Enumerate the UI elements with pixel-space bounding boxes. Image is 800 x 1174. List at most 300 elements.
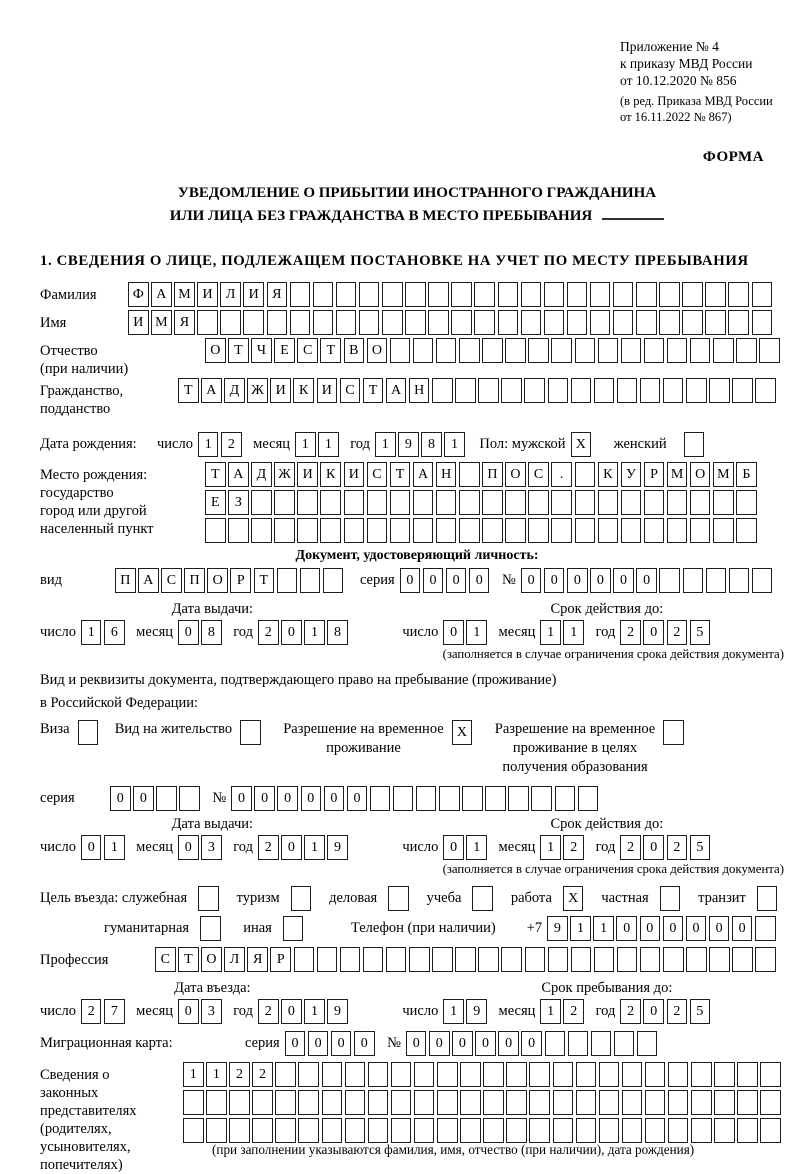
char-box[interactable] bbox=[432, 378, 453, 403]
char-box[interactable] bbox=[636, 310, 657, 335]
char-box[interactable] bbox=[713, 518, 734, 543]
char-box[interactable]: 1 bbox=[540, 999, 561, 1024]
char-box[interactable] bbox=[413, 490, 434, 515]
char-box[interactable]: К bbox=[320, 462, 341, 487]
char-box[interactable] bbox=[640, 378, 661, 403]
char-box[interactable] bbox=[645, 1062, 666, 1087]
char-box[interactable] bbox=[575, 490, 596, 515]
char-box[interactable] bbox=[274, 490, 295, 515]
char-box[interactable]: 0 bbox=[469, 568, 490, 593]
char-box[interactable] bbox=[506, 1118, 527, 1143]
char-box[interactable]: 1 bbox=[375, 432, 396, 457]
char-box[interactable]: 0 bbox=[521, 1031, 542, 1056]
char-box[interactable]: 5 bbox=[690, 999, 711, 1024]
char-box[interactable] bbox=[553, 1090, 574, 1115]
char-box[interactable] bbox=[644, 338, 665, 363]
char-box[interactable]: О bbox=[367, 338, 388, 363]
char-box[interactable] bbox=[228, 518, 249, 543]
char-box[interactable] bbox=[644, 490, 665, 515]
char-box[interactable]: 0 bbox=[429, 1031, 450, 1056]
char-box[interactable]: 2 bbox=[620, 835, 641, 860]
char-box[interactable] bbox=[505, 338, 526, 363]
char-box[interactable] bbox=[590, 282, 611, 307]
char-box[interactable]: И bbox=[317, 378, 338, 403]
char-box[interactable] bbox=[437, 1118, 458, 1143]
char-box[interactable] bbox=[472, 886, 493, 911]
char-box[interactable] bbox=[551, 518, 572, 543]
char-box[interactable] bbox=[755, 947, 776, 972]
char-box[interactable]: 0 bbox=[81, 835, 102, 860]
char-box[interactable]: 0 bbox=[354, 1031, 375, 1056]
char-box[interactable]: О bbox=[505, 462, 526, 487]
char-box[interactable] bbox=[621, 338, 642, 363]
char-box[interactable] bbox=[613, 310, 634, 335]
char-box[interactable]: 0 bbox=[709, 916, 730, 941]
char-box[interactable] bbox=[668, 1062, 689, 1087]
char-box[interactable]: 1 bbox=[304, 999, 325, 1024]
char-box[interactable]: Т bbox=[254, 568, 275, 593]
char-box[interactable] bbox=[229, 1118, 250, 1143]
char-box[interactable] bbox=[439, 786, 460, 811]
char-box[interactable] bbox=[414, 1090, 435, 1115]
char-box[interactable]: 0 bbox=[640, 916, 661, 941]
char-box[interactable] bbox=[229, 1090, 250, 1115]
char-box[interactable] bbox=[156, 786, 177, 811]
char-box[interactable]: 0 bbox=[347, 786, 368, 811]
char-box[interactable]: 0 bbox=[732, 916, 753, 941]
char-box[interactable] bbox=[571, 378, 592, 403]
char-box[interactable]: 2 bbox=[563, 999, 584, 1024]
char-box[interactable]: Т bbox=[228, 338, 249, 363]
char-box[interactable]: Я bbox=[267, 282, 288, 307]
char-box[interactable] bbox=[755, 378, 776, 403]
char-box[interactable] bbox=[544, 282, 565, 307]
char-box[interactable] bbox=[755, 916, 776, 941]
char-box[interactable] bbox=[340, 947, 361, 972]
char-box[interactable] bbox=[483, 1090, 504, 1115]
char-box[interactable]: А bbox=[386, 378, 407, 403]
char-box[interactable]: М bbox=[174, 282, 195, 307]
char-box[interactable]: Е bbox=[274, 338, 295, 363]
char-box[interactable] bbox=[667, 338, 688, 363]
char-box[interactable]: 0 bbox=[308, 1031, 329, 1056]
char-box[interactable] bbox=[645, 1118, 666, 1143]
char-box[interactable] bbox=[617, 947, 638, 972]
char-box[interactable] bbox=[363, 947, 384, 972]
char-box[interactable]: И bbox=[243, 282, 264, 307]
char-box[interactable] bbox=[682, 282, 703, 307]
char-box[interactable] bbox=[322, 1062, 343, 1087]
char-box[interactable] bbox=[732, 378, 753, 403]
char-box[interactable] bbox=[390, 490, 411, 515]
char-box[interactable] bbox=[298, 1062, 319, 1087]
char-box[interactable] bbox=[200, 916, 221, 941]
char-box[interactable]: 0 bbox=[281, 999, 302, 1024]
char-box[interactable]: 8 bbox=[201, 620, 222, 645]
char-box[interactable] bbox=[485, 786, 506, 811]
char-box[interactable]: И bbox=[128, 310, 149, 335]
char-box[interactable]: 0 bbox=[178, 835, 199, 860]
char-box[interactable] bbox=[322, 1090, 343, 1115]
char-box[interactable]: 0 bbox=[663, 916, 684, 941]
char-box[interactable] bbox=[686, 947, 707, 972]
char-box[interactable]: Р bbox=[644, 462, 665, 487]
char-box[interactable]: 3 bbox=[201, 835, 222, 860]
char-box[interactable] bbox=[690, 490, 711, 515]
char-box[interactable] bbox=[668, 1118, 689, 1143]
char-box[interactable]: 9 bbox=[327, 835, 348, 860]
char-box[interactable]: 0 bbox=[643, 620, 664, 645]
char-box[interactable] bbox=[297, 490, 318, 515]
char-box[interactable]: К bbox=[293, 378, 314, 403]
char-box[interactable]: Н bbox=[409, 378, 430, 403]
char-box[interactable]: О bbox=[207, 568, 228, 593]
char-box[interactable]: Е bbox=[205, 490, 226, 515]
char-box[interactable]: 1 bbox=[466, 835, 487, 860]
char-box[interactable] bbox=[275, 1062, 296, 1087]
char-box[interactable]: X bbox=[452, 720, 473, 745]
char-box[interactable] bbox=[728, 310, 749, 335]
char-box[interactable]: И bbox=[297, 462, 318, 487]
char-box[interactable] bbox=[614, 1031, 635, 1056]
char-box[interactable]: 1 bbox=[570, 916, 591, 941]
char-box[interactable] bbox=[428, 310, 449, 335]
char-box[interactable]: Т bbox=[363, 378, 384, 403]
char-box[interactable]: 1 bbox=[304, 835, 325, 860]
char-box[interactable]: 2 bbox=[563, 835, 584, 860]
char-box[interactable] bbox=[405, 282, 426, 307]
char-box[interactable] bbox=[524, 378, 545, 403]
char-box[interactable] bbox=[599, 1118, 620, 1143]
char-box[interactable]: 3 bbox=[201, 999, 222, 1024]
char-box[interactable] bbox=[521, 282, 542, 307]
char-box[interactable]: З bbox=[228, 490, 249, 515]
char-box[interactable] bbox=[660, 886, 681, 911]
char-box[interactable] bbox=[591, 1031, 612, 1056]
char-box[interactable] bbox=[529, 1090, 550, 1115]
char-box[interactable] bbox=[436, 518, 457, 543]
char-box[interactable]: Д bbox=[251, 462, 272, 487]
char-box[interactable] bbox=[498, 310, 519, 335]
char-box[interactable]: 0 bbox=[452, 1031, 473, 1056]
char-box[interactable] bbox=[622, 1090, 643, 1115]
char-box[interactable] bbox=[206, 1118, 227, 1143]
char-box[interactable]: С bbox=[155, 947, 176, 972]
char-box[interactable] bbox=[728, 282, 749, 307]
char-box[interactable] bbox=[436, 338, 457, 363]
char-box[interactable]: 1 bbox=[198, 432, 219, 457]
char-box[interactable]: С bbox=[528, 462, 549, 487]
char-box[interactable] bbox=[409, 947, 430, 972]
char-box[interactable]: С bbox=[367, 462, 388, 487]
char-box[interactable] bbox=[621, 490, 642, 515]
char-box[interactable]: А bbox=[138, 568, 159, 593]
char-box[interactable]: Л bbox=[220, 282, 241, 307]
char-box[interactable] bbox=[367, 490, 388, 515]
char-box[interactable]: 1 bbox=[304, 620, 325, 645]
char-box[interactable] bbox=[714, 1062, 735, 1087]
char-box[interactable] bbox=[455, 947, 476, 972]
char-box[interactable] bbox=[382, 282, 403, 307]
char-box[interactable] bbox=[691, 1090, 712, 1115]
char-box[interactable]: И bbox=[270, 378, 291, 403]
char-box[interactable] bbox=[705, 282, 726, 307]
char-box[interactable]: 0 bbox=[281, 620, 302, 645]
char-box[interactable]: К bbox=[598, 462, 619, 487]
char-box[interactable] bbox=[267, 310, 288, 335]
char-box[interactable]: 0 bbox=[643, 835, 664, 860]
char-box[interactable] bbox=[391, 1090, 412, 1115]
char-box[interactable]: 9 bbox=[466, 999, 487, 1024]
char-box[interactable] bbox=[759, 338, 780, 363]
char-box[interactable]: 0 bbox=[178, 620, 199, 645]
char-box[interactable] bbox=[391, 1062, 412, 1087]
char-box[interactable] bbox=[482, 518, 503, 543]
char-box[interactable]: 1 bbox=[104, 835, 125, 860]
char-box[interactable]: 0 bbox=[400, 568, 421, 593]
char-box[interactable] bbox=[391, 1118, 412, 1143]
char-box[interactable] bbox=[752, 310, 773, 335]
char-box[interactable] bbox=[451, 310, 472, 335]
char-box[interactable] bbox=[205, 518, 226, 543]
char-box[interactable]: 0 bbox=[110, 786, 131, 811]
char-box[interactable] bbox=[599, 1090, 620, 1115]
char-box[interactable] bbox=[506, 1062, 527, 1087]
char-box[interactable] bbox=[760, 1090, 781, 1115]
char-box[interactable] bbox=[594, 947, 615, 972]
char-box[interactable] bbox=[277, 568, 298, 593]
char-box[interactable] bbox=[622, 1118, 643, 1143]
char-box[interactable]: 2 bbox=[667, 835, 688, 860]
char-box[interactable] bbox=[691, 1062, 712, 1087]
char-box[interactable] bbox=[506, 1090, 527, 1115]
char-box[interactable]: 2 bbox=[620, 620, 641, 645]
char-box[interactable]: 5 bbox=[690, 620, 711, 645]
char-box[interactable] bbox=[459, 518, 480, 543]
char-box[interactable] bbox=[531, 786, 552, 811]
char-box[interactable]: А bbox=[151, 282, 172, 307]
char-box[interactable]: 1 bbox=[206, 1062, 227, 1087]
char-box[interactable] bbox=[736, 518, 757, 543]
char-box[interactable] bbox=[460, 1062, 481, 1087]
char-box[interactable] bbox=[553, 1062, 574, 1087]
char-box[interactable] bbox=[736, 338, 757, 363]
char-box[interactable]: 0 bbox=[285, 1031, 306, 1056]
char-box[interactable]: 0 bbox=[331, 1031, 352, 1056]
char-box[interactable] bbox=[413, 518, 434, 543]
char-box[interactable] bbox=[432, 947, 453, 972]
char-box[interactable]: 2 bbox=[252, 1062, 273, 1087]
char-box[interactable]: 0 bbox=[178, 999, 199, 1024]
char-box[interactable] bbox=[737, 1118, 758, 1143]
char-box[interactable] bbox=[252, 1090, 273, 1115]
char-box[interactable] bbox=[344, 518, 365, 543]
char-box[interactable]: 0 bbox=[446, 568, 467, 593]
char-box[interactable]: Т bbox=[178, 378, 199, 403]
char-box[interactable]: X bbox=[571, 432, 592, 457]
char-box[interactable]: 9 bbox=[547, 916, 568, 941]
char-box[interactable]: 1 bbox=[443, 999, 464, 1024]
char-box[interactable] bbox=[323, 568, 344, 593]
char-box[interactable] bbox=[183, 1090, 204, 1115]
char-box[interactable] bbox=[183, 1118, 204, 1143]
char-box[interactable] bbox=[684, 432, 705, 457]
char-box[interactable]: О bbox=[205, 338, 226, 363]
char-box[interactable] bbox=[505, 518, 526, 543]
char-box[interactable] bbox=[525, 947, 546, 972]
char-box[interactable] bbox=[528, 518, 549, 543]
char-box[interactable] bbox=[437, 1062, 458, 1087]
char-box[interactable] bbox=[644, 518, 665, 543]
char-box[interactable] bbox=[482, 338, 503, 363]
char-box[interactable]: А bbox=[201, 378, 222, 403]
char-box[interactable] bbox=[370, 786, 391, 811]
char-box[interactable] bbox=[291, 886, 312, 911]
char-box[interactable] bbox=[709, 378, 730, 403]
char-box[interactable] bbox=[317, 947, 338, 972]
char-box[interactable] bbox=[478, 378, 499, 403]
char-box[interactable] bbox=[274, 518, 295, 543]
char-box[interactable] bbox=[386, 947, 407, 972]
char-box[interactable] bbox=[706, 568, 727, 593]
char-box[interactable]: . bbox=[551, 462, 572, 487]
char-box[interactable] bbox=[640, 947, 661, 972]
char-box[interactable] bbox=[297, 518, 318, 543]
char-box[interactable] bbox=[567, 310, 588, 335]
char-box[interactable] bbox=[553, 1118, 574, 1143]
char-box[interactable] bbox=[501, 947, 522, 972]
char-box[interactable] bbox=[436, 490, 457, 515]
char-box[interactable] bbox=[220, 310, 241, 335]
char-box[interactable] bbox=[659, 568, 680, 593]
char-box[interactable] bbox=[575, 462, 596, 487]
char-box[interactable] bbox=[283, 916, 304, 941]
char-box[interactable]: 0 bbox=[231, 786, 252, 811]
char-box[interactable] bbox=[368, 1090, 389, 1115]
char-box[interactable] bbox=[437, 1090, 458, 1115]
char-box[interactable] bbox=[300, 568, 321, 593]
char-box[interactable] bbox=[416, 786, 437, 811]
char-box[interactable]: 2 bbox=[258, 620, 279, 645]
char-box[interactable] bbox=[729, 568, 750, 593]
char-box[interactable] bbox=[567, 282, 588, 307]
char-box[interactable] bbox=[298, 1090, 319, 1115]
char-box[interactable]: 9 bbox=[327, 999, 348, 1024]
char-box[interactable] bbox=[460, 1118, 481, 1143]
char-box[interactable]: О bbox=[201, 947, 222, 972]
char-box[interactable]: 2 bbox=[229, 1062, 250, 1087]
char-box[interactable] bbox=[714, 1090, 735, 1115]
char-box[interactable] bbox=[686, 378, 707, 403]
char-box[interactable] bbox=[737, 1090, 758, 1115]
char-box[interactable] bbox=[320, 518, 341, 543]
char-box[interactable] bbox=[548, 378, 569, 403]
char-box[interactable] bbox=[760, 1062, 781, 1087]
char-box[interactable]: 2 bbox=[620, 999, 641, 1024]
char-box[interactable] bbox=[359, 282, 380, 307]
char-box[interactable]: X bbox=[563, 886, 584, 911]
char-box[interactable] bbox=[367, 518, 388, 543]
char-box[interactable] bbox=[243, 310, 264, 335]
char-box[interactable] bbox=[414, 1118, 435, 1143]
char-box[interactable] bbox=[617, 378, 638, 403]
char-box[interactable]: 2 bbox=[258, 999, 279, 1024]
char-box[interactable]: 0 bbox=[443, 620, 464, 645]
char-box[interactable] bbox=[705, 310, 726, 335]
char-box[interactable] bbox=[529, 1062, 550, 1087]
char-box[interactable] bbox=[571, 947, 592, 972]
char-box[interactable] bbox=[460, 1090, 481, 1115]
char-box[interactable]: Т bbox=[320, 338, 341, 363]
char-box[interactable]: С bbox=[297, 338, 318, 363]
char-box[interactable]: Ж bbox=[247, 378, 268, 403]
char-box[interactable] bbox=[594, 378, 615, 403]
char-box[interactable] bbox=[599, 1062, 620, 1087]
char-box[interactable] bbox=[483, 1062, 504, 1087]
char-box[interactable] bbox=[474, 282, 495, 307]
char-box[interactable] bbox=[197, 310, 218, 335]
char-box[interactable]: Л bbox=[224, 947, 245, 972]
char-box[interactable] bbox=[576, 1090, 597, 1115]
char-box[interactable] bbox=[275, 1090, 296, 1115]
char-box[interactable]: 8 bbox=[421, 432, 442, 457]
char-box[interactable] bbox=[551, 338, 572, 363]
char-box[interactable]: 5 bbox=[690, 835, 711, 860]
char-box[interactable]: 0 bbox=[133, 786, 154, 811]
char-box[interactable] bbox=[659, 282, 680, 307]
char-box[interactable]: С bbox=[161, 568, 182, 593]
char-box[interactable] bbox=[576, 1118, 597, 1143]
char-box[interactable] bbox=[501, 378, 522, 403]
char-box[interactable] bbox=[459, 462, 480, 487]
char-box[interactable] bbox=[544, 310, 565, 335]
char-box[interactable]: 0 bbox=[613, 568, 634, 593]
char-box[interactable] bbox=[663, 947, 684, 972]
char-box[interactable] bbox=[521, 310, 542, 335]
char-box[interactable] bbox=[663, 720, 684, 745]
char-box[interactable] bbox=[462, 786, 483, 811]
char-box[interactable] bbox=[505, 490, 526, 515]
char-box[interactable] bbox=[413, 338, 434, 363]
char-box[interactable] bbox=[682, 310, 703, 335]
char-box[interactable]: Ж bbox=[274, 462, 295, 487]
char-box[interactable] bbox=[313, 310, 334, 335]
char-box[interactable] bbox=[590, 310, 611, 335]
char-box[interactable]: П bbox=[482, 462, 503, 487]
char-box[interactable] bbox=[313, 282, 334, 307]
char-box[interactable] bbox=[575, 518, 596, 543]
char-box[interactable]: Т bbox=[390, 462, 411, 487]
char-box[interactable] bbox=[713, 490, 734, 515]
char-box[interactable] bbox=[206, 1090, 227, 1115]
char-box[interactable]: 0 bbox=[643, 999, 664, 1024]
char-box[interactable]: Н bbox=[436, 462, 457, 487]
char-box[interactable] bbox=[388, 886, 409, 911]
char-box[interactable]: 1 bbox=[81, 620, 102, 645]
char-box[interactable] bbox=[345, 1062, 366, 1087]
char-box[interactable] bbox=[667, 518, 688, 543]
char-box[interactable] bbox=[428, 282, 449, 307]
char-box[interactable] bbox=[251, 518, 272, 543]
char-box[interactable]: А bbox=[413, 462, 434, 487]
char-box[interactable] bbox=[251, 490, 272, 515]
char-box[interactable]: 1 bbox=[295, 432, 316, 457]
char-box[interactable] bbox=[613, 282, 634, 307]
char-box[interactable]: Я bbox=[174, 310, 195, 335]
char-box[interactable] bbox=[568, 1031, 589, 1056]
char-box[interactable] bbox=[336, 310, 357, 335]
char-box[interactable] bbox=[275, 1118, 296, 1143]
